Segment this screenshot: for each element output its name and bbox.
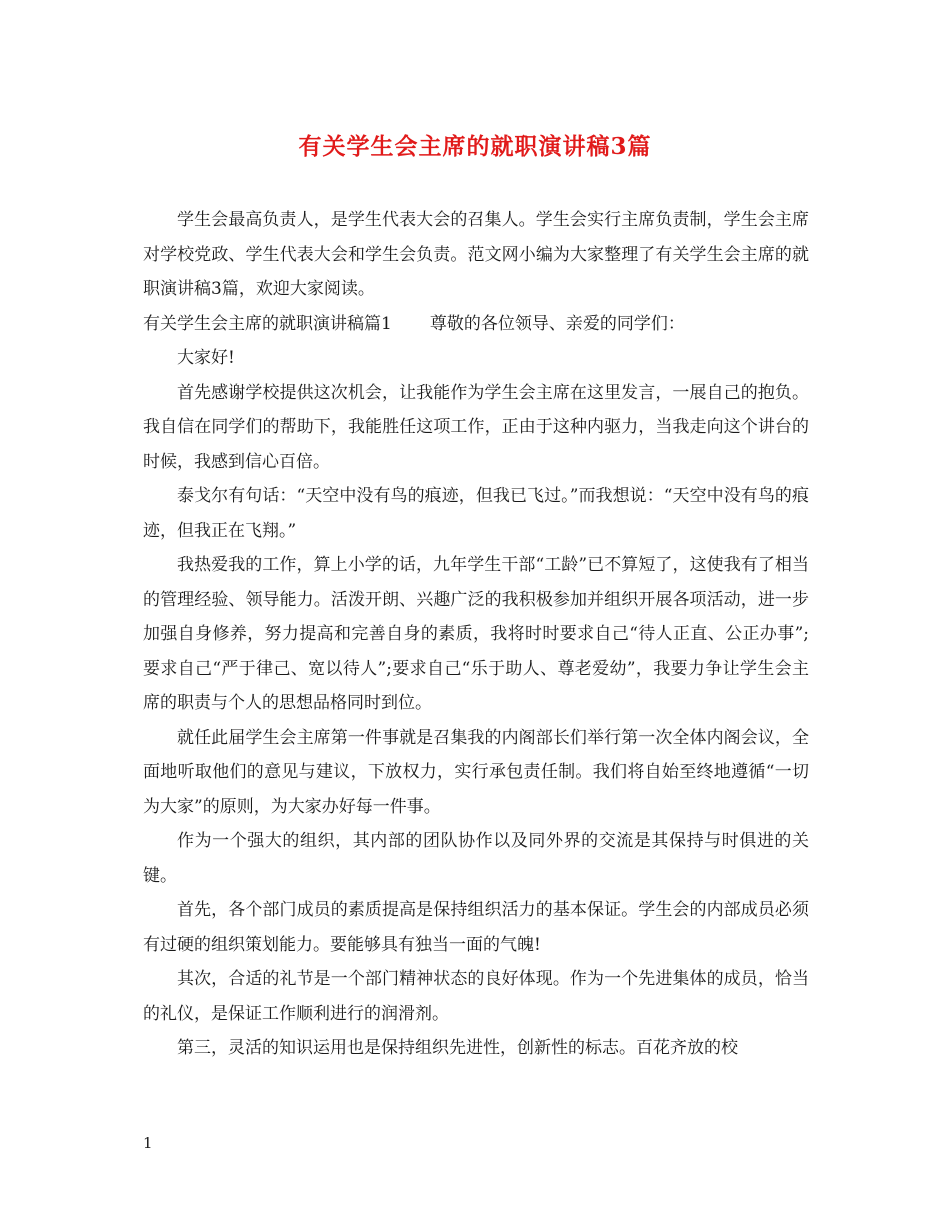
body-paragraph: 作为一个强大的组织，其内部的团队协作以及同外界的交流是其保持与时俱进的关键。 <box>143 831 809 886</box>
document-title: 有关学生会主席的就职演讲稿3篇 <box>298 133 652 160</box>
body-paragraph: 泰戈尔有句话：“天空中没有鸟的痕迹，但我已飞过。”而我想说：“天空中没有鸟的痕迹，但我正在飞翔。” <box>143 486 809 541</box>
heading-gap <box>392 307 430 342</box>
body-paragraph: 就任此届学生会主席第一件事就是召集我的内阁部长们举行第一次全体内阁会议，全面地听取他们的意见与建议，下放权力，实行承包责任制。我们将自始至终地遵循“一切为大家”的原则，为大家办好每一件事。 <box>143 727 809 817</box>
body-paragraph: 大家好! <box>177 348 235 368</box>
intro-paragraph: 学生会最高负责人，是学生代表大会的召集人。学生会实行主席负责制，学生会主席对学校党政、学生代表大会和学生会负责。范文网小编为大家整理了有关学生会主席的就职演讲稿3篇，欢迎大家阅读。 <box>143 210 809 299</box>
body-paragraph: 我热爱我的工作，算上小学的话，九年学生干部“工龄”已不算短了，这使我有了相当的管理经验、领导能力。活泼开朗、兴趣广泛的我积极参加并组织开展各项活动，进一步加强自身修养，努力提高和完善自身的素质，我将时时要求自己“待人正直、公正办事”;要求自己“严于律己、宽以待人”;要求自己“乐于助人、尊老爱幼”，我要力争让学生会主席的职责与个人的思想品格同时到位。 <box>143 555 809 713</box>
body-paragraph: 其次，合适的礼节是一个部门精神状态的良好体现。作为一个先进集体的成员，恰当的礼仪，是保证工作顺利进行的润滑剂。 <box>143 969 809 1024</box>
body-paragraph: 首先感谢学校提供这次机会，让我能作为学生会主席在这里发言，一展自己的抱负。我自信在同学们的帮助下，我能胜任这项工作，正由于这种内驱力，当我走向这个讲台的时候，我感到信心百倍。 <box>143 382 809 472</box>
body-paragraph: 第三，灵活的知识运用也是保持组织先进性，创新性的标志。百花齐放的校 <box>177 1038 738 1058</box>
section-heading: 有关学生会主席的就职演讲稿篇1 <box>143 313 392 334</box>
document-body <box>143 203 809 1066</box>
body-paragraph: 首先，各个部门成员的素质提高是保持组织活力的基本保证。学生会的内部成员必须有过硬的组织策划能力。要能够具有独当一面的气魄! <box>143 900 809 955</box>
section-heading-line <box>143 307 809 342</box>
page-number: 1 <box>143 1134 153 1152</box>
salutation: 尊敬的各位领导、亲爱的同学们： <box>429 313 685 334</box>
